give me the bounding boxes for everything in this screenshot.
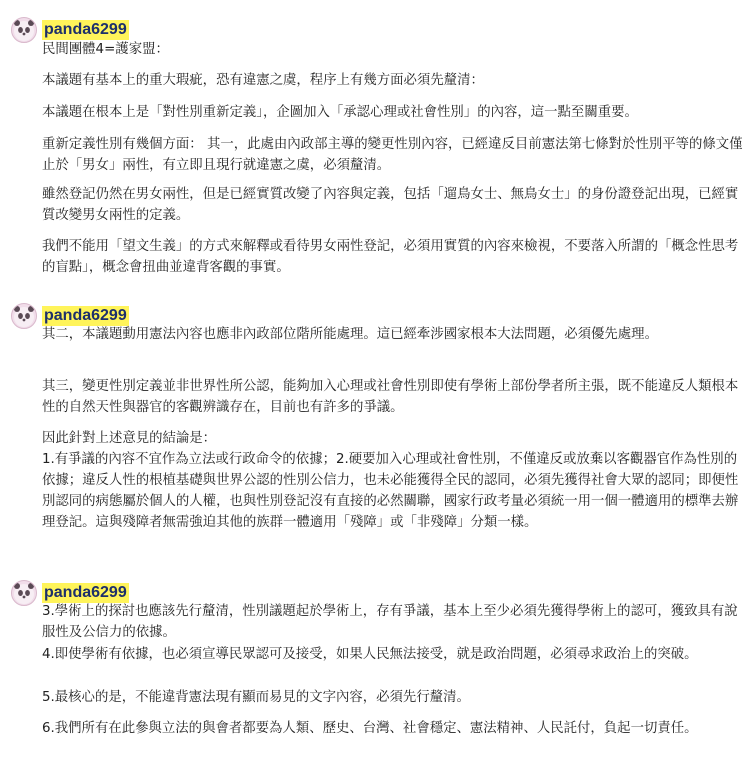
post-paragraph: 5.最核心的是，不能違背憲法現有顯而易見的文字內容，必須先行釐清。 bbox=[42, 690, 470, 705]
post-paragraph: 民間團體4=護家盟： bbox=[42, 42, 169, 57]
username[interactable]: panda6299 bbox=[44, 307, 127, 324]
panda-avatar-icon[interactable] bbox=[11, 303, 37, 329]
username[interactable]: panda6299 bbox=[44, 584, 127, 601]
panda-avatar-icon[interactable] bbox=[11, 580, 37, 606]
post-paragraph: 6.我們所有在此參與立法的與會者都要為人類、歷史、台灣、社會穩定、憲法精神、人民託付，負起一切責任。 bbox=[42, 721, 698, 736]
post-paragraph: 本議題有基本上的重大瑕疵，恐有違憲之虞，程序上有幾方面必須先釐清： bbox=[42, 73, 484, 88]
username[interactable]: panda6299 bbox=[44, 21, 127, 38]
post-paragraph: 其二，本議題動用憲法內容也應非內政部位階所能處理。這已經牽涉國家根本大法問題，必須優先處理。 bbox=[42, 327, 658, 342]
post-paragraph: 其三，變更性別定義並非世界性所公認，能夠加入心理或社會性別即使有學術上部份學者所主張，既不能違反人類根本性的自然天性與器官的客觀辨識存在，目前也有許多的爭議。 bbox=[42, 379, 739, 415]
post-paragraph: 1.有爭議的內容不宜作為立法或行政命令的依據；2.硬要加入心理或社會性別，不僅違反或放棄以客觀器官作為性別的依據；違反人性的根植基礎與世界公認的性別公信力，也未必能獲得全民的認同，必須先獲得社會大眾的認同；即便性別認同的病態屬於個人的人權，也與性別登記沒有直接的必然關聯，國家行政考量必須統一用一個一體適用的標準去辦理登記。這與殘障者無需強迫其他的族群一體適用「殘障」或「非殘障」分類一樣。 bbox=[42, 452, 739, 530]
post-paragraph: 4.即使學術有依據，也必須宣導民眾認可及接受，如果人民無法接受，就是政治問題，必須尋求政治上的突破。 bbox=[42, 647, 698, 662]
panda-avatar-icon[interactable] bbox=[11, 17, 37, 43]
post-paragraph: 我們不能用「望文生義」的方式來解釋或看待男女兩性登記，必須用實質的內容來檢視，不要落入所謂的「概念性思考的盲點」，概念會扭曲並違背客觀的事實。 bbox=[42, 239, 739, 275]
post-paragraph: 雖然登記仍然在男女兩性，但是已經實質改變了內容與定義，包括「遛鳥女士、無鳥女士」的身份證登記出現，已經實質改變男女兩性的定義。 bbox=[42, 187, 739, 223]
post-paragraph: 重新定義性別有幾個方面： 其一，此處由內政部主導的變更性別內容，已經違反目前憲法第七條對於性別平等的條文僅止於「男女」兩性，有立即且現行就違憲之虞，必須釐清。 bbox=[42, 137, 743, 173]
post-paragraph: 因此針對上述意見的結論是： bbox=[42, 431, 217, 446]
post-paragraph: 3.學術上的探討也應該先行釐清，性別議題起於學術上，存有爭議，基本上至少必須先獲得學術上的認可，獲致具有說服性及公信力的依據。 bbox=[42, 604, 738, 640]
post-paragraph: 本議題在根本上是「對性別重新定義」，企圖加入「承認心理或社會性別」的內容，這一點至關重要。 bbox=[42, 105, 638, 120]
